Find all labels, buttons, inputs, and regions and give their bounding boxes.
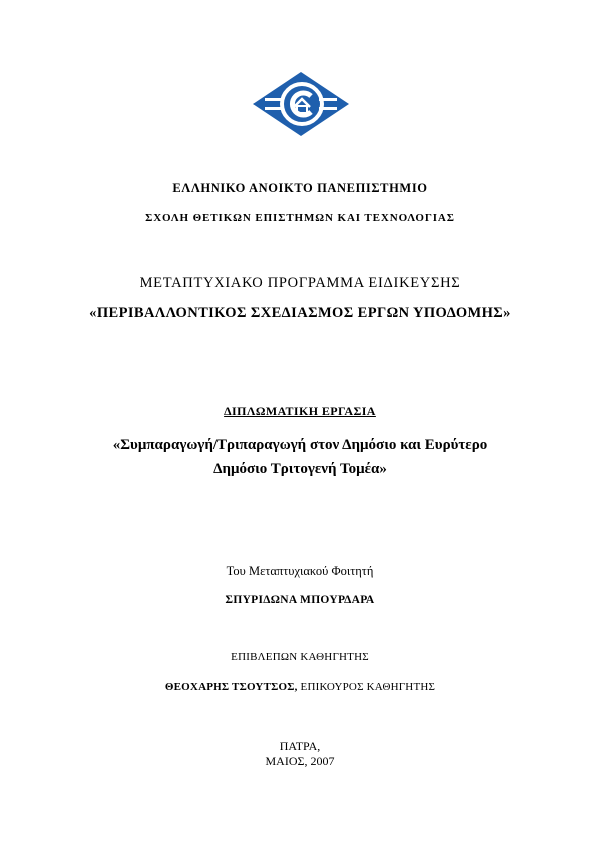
university-logo [251, 70, 351, 138]
logo-icon [251, 70, 351, 138]
footer-city: ΠΑΤΡΑ, [279, 739, 321, 753]
student-label: Του Μεταπτυχιακού Φοιτητή [226, 564, 374, 578]
program-label: ΜΕΤΑΠΤΥΧΙΑΚΟ ΠΡΟΓΡΑΜΜΑ ΕΙΔΙΚΕΥΣΗΣ [139, 275, 461, 291]
thesis-label: ΔΙΠΛΩΜΑΤΙΚΗ ΕΡΓΑΣΙΑ [224, 404, 376, 418]
supervisor-name: ΘΕΟΧΑΡΗΣ ΤΣΟΥΤΣΟΣ, [164, 681, 298, 693]
thesis-title-line2: Δημόσιο Τριτογενή Τομέα» [213, 461, 387, 477]
university-name: ΕΛΛΗΝΙΚΟ ΑΝΟΙΚΤΟ ΠΑΝΕΠΙΣΤΗΜΙΟ [172, 181, 428, 195]
supervisor-line [0, 682, 600, 693]
supervisor-title: ΕΠΙΚΟΥΡΟΣ ΚΑΘΗΓΗΤΗΣ [297, 681, 436, 693]
program-name: «ΠΕΡΙΒΑΛΛΟΝΤΙΚΟΣ ΣΧΕΔΙΑΣΜΟΣ ΕΡΓΩΝ ΥΠΟΔΟΜΗΣ» [89, 305, 511, 321]
student-name: ΣΠΥΡΙΔΩΝΑ ΜΠΟΥΡΔΑΡΑ [225, 594, 375, 606]
thesis-title-line1: «Συμπαραγωγή/Τριπαραγωγή στον Δημόσιο και Ευρύτερο [112, 437, 488, 453]
footer-date: ΜΑΙΟΣ, 2007 [265, 754, 335, 768]
supervisor-label: ΕΠΙΒΛΕΠΩΝ ΚΑΘΗΓΗΤΗΣ [231, 651, 369, 663]
school-name: ΣΧΟΛΗ ΘΕΤΙΚΩΝ ΕΠΙΣΤΗΜΩΝ ΚΑΙ ΤΕΧΝΟΛΟΓΙΑΣ [145, 212, 455, 224]
